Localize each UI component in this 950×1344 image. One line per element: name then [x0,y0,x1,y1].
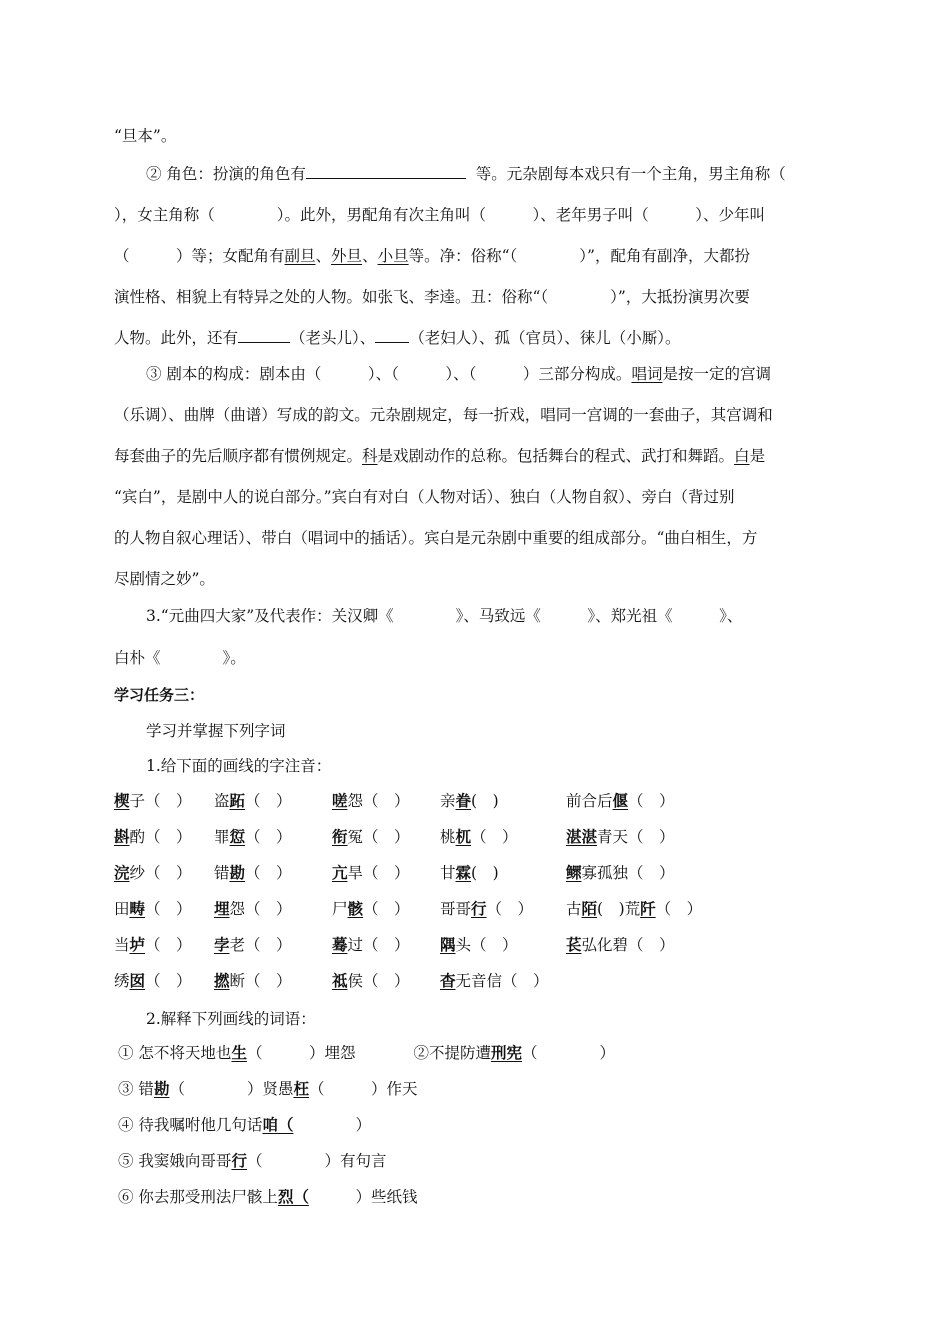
script-line-2 [114,405,836,425]
role-text: （老妇人）、孤（官员）、徕儿（小厮）。 [409,329,681,347]
q2-row-4 [118,1151,836,1171]
pinyin-item [332,827,410,847]
underlined-character: 陌 [581,899,598,918]
q2-text: （ ） [522,1044,616,1062]
separator: 、 [315,247,332,265]
underlined-character: 囡 [129,971,146,990]
script-text: 每套曲子的先后顺序都有惯例规定。 [114,447,363,465]
underlined-character: 蓦 [332,935,348,954]
q2-text: ⑥ 你去那受刑法尸骸上 [118,1188,278,1206]
underlined-character: 杌 [455,827,472,846]
pinyin-item [566,791,675,811]
pinyin-text: （ ） [245,792,292,810]
task3-intro [146,721,836,741]
underlined-term: 白 [734,447,750,465]
underlined-character: 撚 [214,971,230,990]
pinyin-item [332,791,410,811]
intro-text: 学习并掌握下列字词 [146,722,286,740]
pinyin-text: （ ） [145,900,192,918]
q2-text: ）些纸钱 [308,1188,418,1206]
q2-row-5 [118,1187,836,1207]
role-text: 等。净：俗称“（ ）”，配角有副净，大都扮 [408,247,750,265]
underlined-character: 杳 [440,971,456,990]
script-text: 是 [749,447,766,465]
q2-row-1 [118,1043,836,1063]
underlined-character: 斟 [114,827,130,846]
pinyin-item [566,827,675,847]
pinyin-item [440,899,533,919]
pinyin-item [114,899,192,919]
underlined-character: 阡 [640,899,656,918]
script-text: ③ 剧本的构成：剧本由（ ）、（ ）、（ ）三部分构成。 [146,365,632,383]
pinyin-item [114,971,192,991]
fill-blank[interactable] [238,328,290,343]
question-2-title [146,1009,836,1029]
script-text: （乐调）、曲牌（曲谱）写成的韵文。元杂剧规定，每一折戏，唱同一宫调的一套曲子，其宫调和 [114,406,773,424]
pinyin-item [332,935,410,955]
underlined-word: 行 [231,1151,247,1170]
q2-text: （ ）埋怨 [246,1044,356,1062]
pinyin-text: 无音信（ ） [455,972,549,990]
pinyin-text: （ ） [363,900,410,918]
pinyin-text: 前合后 [566,792,613,810]
script-text: 是按一定的宫调 [662,365,771,383]
pinyin-text: 冤（ ） [347,828,410,846]
fill-blank[interactable] [306,164,466,179]
pinyin-text: （ ） [471,828,518,846]
role-text: 人物。此外，还有 [114,329,239,347]
underlined-word: 咱（ [262,1115,294,1134]
pinyin-item [214,827,292,847]
question-1-title [146,756,836,776]
role-line-2 [114,205,836,225]
pinyin-item [214,899,292,919]
pinyin-item [214,791,292,811]
role-line-4 [114,287,836,307]
paragraph-danben [114,126,836,146]
pinyin-item [214,971,292,991]
pinyin-text: 子（ ） [129,792,192,810]
pinyin-text: 老（ ） [229,936,292,954]
underlined-word: 勘 [153,1079,170,1098]
underlined-word: 生 [231,1043,247,1062]
pinyin-text: ( ) [471,864,499,882]
pinyin-item [114,935,192,955]
pinyin-text: （ ） [245,864,292,882]
role-line-5 [114,328,836,348]
role-text: （老头儿）、 [290,329,376,347]
pinyin-text: 弘化碧（ ） [581,936,675,954]
underlined-character: 苌 [566,935,582,954]
pinyin-text: 纱（ ） [129,864,192,882]
pinyin-item [114,791,192,811]
pinyin-item [566,863,675,883]
pinyin-text: 田 [114,900,130,918]
pinyin-item [114,827,192,847]
underlined-character: 湛湛 [566,827,598,846]
pinyin-text: ( ) [471,792,499,810]
pinyin-item [332,971,410,991]
pinyin-text: 古 [566,900,582,918]
pinyin-item [440,971,549,991]
underlined-term: 副旦 [284,247,316,265]
four-masters-line-2 [114,648,836,668]
task3-title [114,685,836,705]
underlined-character: 亢 [332,863,348,882]
pinyin-text: 侯（ ） [347,972,410,990]
pinyin-text: 罪 [214,828,230,846]
pinyin-item [214,863,292,883]
role-line-3 [114,246,836,266]
pinyin-text: 怨（ ） [229,900,292,918]
q2-text: ⑤ 我窦娥向哥哥 [118,1152,232,1170]
pinyin-text: 头（ ） [455,936,518,954]
pinyin-item [440,827,518,847]
pinyin-text: 酌（ ） [129,828,192,846]
pinyin-item [440,863,499,883]
pinyin-text: （ ） [655,900,703,918]
underlined-character: 埋 [214,899,230,918]
script-line-3 [114,446,836,466]
underlined-character: 偃 [612,791,629,810]
q2-row-2 [118,1079,836,1099]
four-masters-line-1 [146,606,836,626]
underlined-character: 行 [471,899,487,918]
section-heading: 学习任务三： [114,686,205,704]
underlined-character: 楔 [114,791,130,810]
script-line-6 [114,569,836,589]
q2-text: ④ 待我嘱咐他几句话 [118,1116,263,1134]
script-text: 是戏剧动作的总称。包括舞台的程式、武打和舞蹈。 [377,447,735,465]
script-text: 的人物自叙心理话）、带白（唱词中的插话）。宾白是元杂剧中重要的组成部分。“曲白相生，方 [114,529,758,547]
pinyin-item [332,863,410,883]
underlined-character: 孛 [214,935,230,954]
underlined-word: 烈（ [277,1187,309,1206]
underlined-word: 枉 [293,1079,309,1098]
four-masters-text: 白朴《 》。 [114,649,246,667]
q2-text: （ ）有句言 [246,1152,387,1170]
pinyin-text: 尸 [332,900,348,918]
pinyin-text: 甘 [440,864,456,882]
pinyin-text: （ ） [628,792,675,810]
question-text: 2.解释下列画线的词语： [146,1010,316,1028]
pinyin-text: 旱（ ） [347,864,410,882]
q2-text: （ ）贤愚 [169,1080,294,1098]
pinyin-item [566,899,702,919]
role-line-1 [146,164,836,184]
pinyin-text: 断（ ） [229,972,292,990]
pinyin-text: 亲 [440,792,456,810]
underlined-character: 愆 [229,827,246,846]
underlined-character: 勘 [229,863,246,882]
role-text: ），女主角称（ ）。此外，男配角有次主角叫（ ）、老年男子叫（ ）、少年叫 [114,206,766,224]
underlined-character: 鳏 [566,863,582,882]
pinyin-text: 寡孤独（ ） [581,864,675,882]
underlined-word: 刑宪 [490,1043,522,1062]
pinyin-text: 绣 [114,972,130,990]
pinyin-text: 桃 [440,828,456,846]
pinyin-text: （ ） [145,972,192,990]
role-text: 演性格、相貌上有特异之处的人物。如张飞、李逵。丑：俗称“（ ）”，大抵扮演男次要 [114,288,750,306]
pinyin-item [214,935,292,955]
role-text: ② 角色：扮演的角色有 [146,165,306,183]
pinyin-text: 怨（ ） [347,792,410,810]
underlined-character: 嗟 [332,791,348,810]
four-masters-text: 3.“元曲四大家”及代表作：关汉卿《 》、马致远《 》、郑光祖《 》、 [146,607,743,625]
underlined-character: 垆 [129,935,146,954]
pinyin-text: （ ） [245,828,292,846]
underlined-character: 霖 [455,863,472,882]
pinyin-item [440,935,518,955]
role-text: 等。元杂剧每本戏只有一个主角，男主角称（ [475,165,786,183]
q2-row-3 [118,1115,836,1135]
underlined-character: 祗 [332,971,348,990]
pinyin-text: （ ） [145,936,192,954]
script-line-5 [114,528,836,548]
text: “旦本”。 [114,127,177,145]
underlined-character: 骸 [347,899,364,918]
underlined-term: 唱词 [631,365,663,383]
pinyin-item [332,899,410,919]
q2-text: ②不提防遭 [413,1044,491,1062]
pinyin-text: ( )荒 [597,900,641,918]
pinyin-text: 盗 [214,792,230,810]
pinyin-text: 哥哥 [440,900,472,918]
underlined-character: 畴 [129,899,146,918]
pinyin-text: 青天（ ） [597,828,675,846]
underlined-character: 浣 [114,863,130,882]
underlined-character: 衔 [332,827,348,846]
pinyin-item [440,791,499,811]
pinyin-text: 过（ ） [347,936,410,954]
role-text: （ ）等；女配角有 [114,247,285,265]
script-text: 尽剧情之妙”。 [114,570,215,588]
q2-text: （ ）作天 [308,1080,418,1098]
script-line-4 [114,487,836,507]
pinyin-text: 当 [114,936,130,954]
underlined-term: 小旦 [377,247,409,265]
underlined-character: 隅 [440,935,456,954]
q2-text: ） [293,1116,371,1134]
script-text: “宾白”，是剧中人的说白部分。”宾白有对白（人物对话）、独白（人物自叙）、旁白（背过别 [114,488,735,506]
q2-text: ① 怎不将天地也 [118,1044,232,1062]
underlined-term: 外旦 [331,247,363,265]
pinyin-text: 错 [214,864,230,882]
pinyin-item [566,935,675,955]
separator: 、 [362,247,378,265]
q2-text: ③ 错 [118,1080,154,1098]
underlined-term: 科 [362,447,378,465]
script-line-1 [146,364,836,384]
underlined-character: 跖 [229,791,246,810]
pinyin-text: （ ） [486,900,534,918]
pinyin-item [114,863,192,883]
question-text: 1.给下面的画线的字注音： [146,757,332,775]
underlined-character: 眷 [455,791,472,810]
fill-blank[interactable] [375,328,409,343]
